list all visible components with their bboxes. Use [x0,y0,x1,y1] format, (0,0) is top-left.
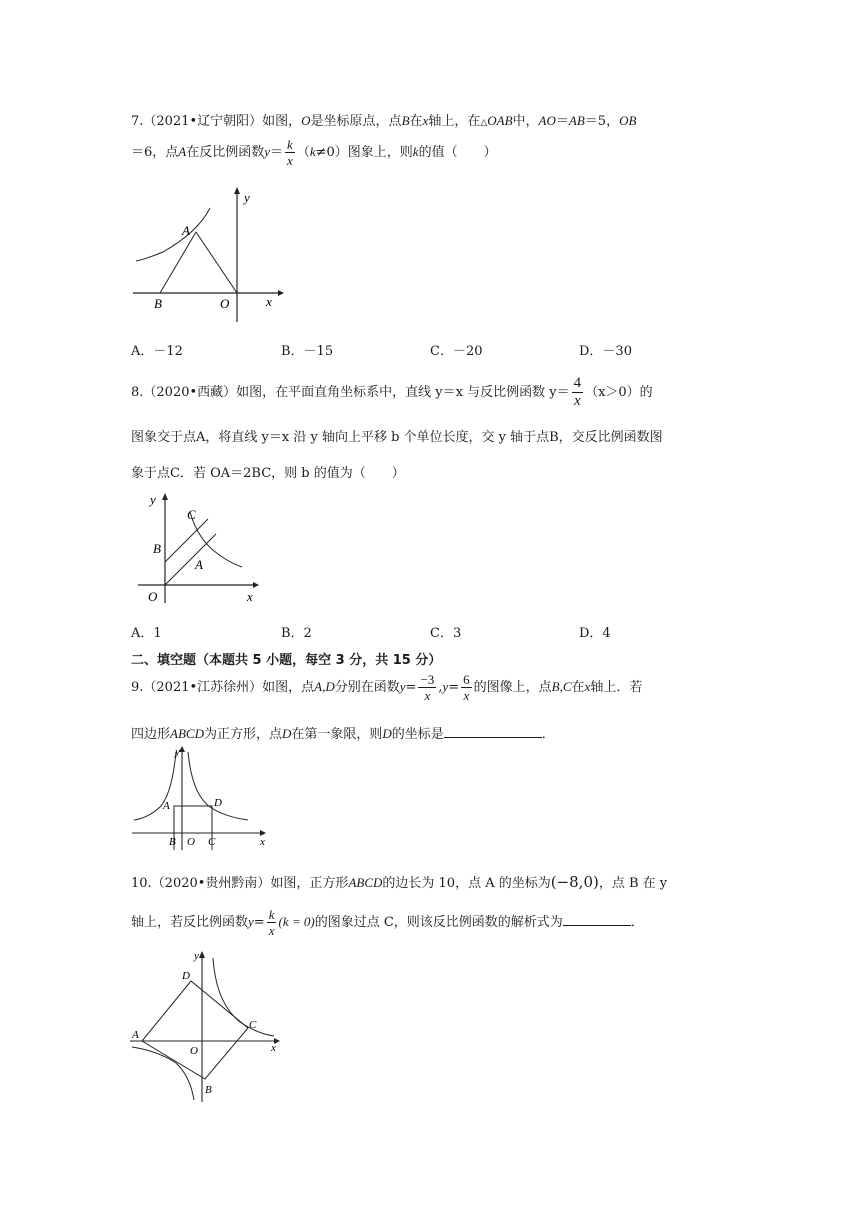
q7-option-d[interactable]: D．－30 [579,344,632,359]
q8-y-arrow [162,493,168,500]
q8-option-a[interactable]: A．1 [131,626,162,641]
q7-line1: 7.（2021•辽宁朝阳）如图，O是坐标原点，点B在x轴上，在△OAB中，AO＝AB＝5，OB [131,113,637,129]
q9-label-o: O [187,836,195,848]
q9-label-b: B [169,836,176,848]
q7-label-b: B [154,296,162,311]
q9-answer-blank[interactable] [444,725,542,738]
q7-x-arrow [278,290,284,296]
q8-figure [138,488,263,606]
q8-shifted-line [165,519,208,562]
q7-option-c[interactable]: C．－20 [430,344,483,359]
q10-label-x: x [271,1042,276,1054]
q10-hyperbola-left [132,1047,194,1100]
q9-square [174,806,212,833]
q7-option-a[interactable]: A．－12 [131,344,183,359]
q10-label-o: O [190,1045,198,1057]
q7-hyperbola [136,208,210,261]
section-heading: 二、填空题（本题共 5 小题，每空 3 分，共 15 分） [131,653,442,668]
q9-line1: 9.（2021•江苏徐州）如图，点A,D分别在函数y= $\frac{-3}{x}$ ,y= $\frac{6}{x}$ 的图像上，点B,C在x轴上．若 [131,672,643,703]
q9-label-y: y [175,746,180,758]
q8-label-o: O [148,589,158,604]
q10-label-y: y [194,950,199,962]
q8-line3: 象于点C．若 OA＝2BC，则 b 的值为（ ） [131,466,405,481]
q8-option-d[interactable]: D．4 [579,626,611,641]
q8-label-x: x [247,589,253,604]
q10-answer-blank[interactable] [563,913,631,926]
q7-option-b[interactable]: B．－15 [281,344,334,359]
q9-label-a: A [163,800,170,812]
q10-label-c: C [249,1019,257,1031]
q7-side-ab [160,232,196,293]
q9-line2: 四边形ABCD为正方形，点D在第一象限，则D的坐标是 ． [131,726,555,742]
q8-line1: 8.（2020•西藏）如图，在平面直角坐标系中，直线 y＝x 与反比例函数 y＝ $\frac{4}{x}$ （x＞0）的 [131,375,653,409]
q7-label-o: O [220,296,230,311]
q10-label-b: B [205,1084,212,1096]
q10-hyperbola-right [213,958,274,1036]
q7-line2: ＝6，点A在反比例函数y＝ $\frac{k}{x}$ （k≠0）图象上，则k的值（ ） [131,137,497,168]
q9-fraction-1: $\frac{-3}{x}$ [420,672,435,703]
q9-figure [130,744,270,852]
q9-label-d: D [214,797,222,809]
q8-label-y: y [150,492,156,507]
q7-y-arrow [234,187,240,194]
q10-line2: 轴上，若反比例函数y= $\frac{k}{x}$ (k = 0)的图象过点 C，则该反比例函数的解析式为 ． [131,907,644,938]
q7-fraction: $\frac{k}{x}$ [287,137,293,168]
q10-label-a: A [132,1029,139,1041]
q10-figure [128,948,288,1104]
q10-line1: 10.（2020•贵州黔南）如图，正方形ABCD的边长为 10，点 A 的坐标为(−8,0)，点 B 在 y [131,873,668,891]
q10-fraction: $\frac{k}{x}$ [268,907,275,938]
q8-label-a: A [195,557,203,572]
q9-hyperbola-right [188,752,248,820]
q7-label-y: y [244,190,250,205]
q8-label-c: C [187,507,196,522]
q7-label-a: A [182,223,190,238]
q10-y-arrow [199,951,205,958]
q7-figure [128,182,288,327]
q8-label-b: B [153,541,161,556]
q8-line-yx [165,534,216,585]
q9-y-arrow [179,746,185,752]
q9-label-c: C [208,836,216,848]
q9-label-x: x [260,836,265,848]
q7-label-x: x [266,294,272,309]
q8-fraction: $\frac{4}{x}$ [573,375,582,409]
q8-line2: 图象交于点A，将直线 y＝x 沿 y 轴向上平移 b 个单位长度，交 y 轴于点B，交反比例函数图 [131,430,663,445]
q10-square [142,981,248,1079]
q8-x-arrow [253,582,259,588]
q8-option-c[interactable]: C．3 [430,626,462,641]
q10-label-d: D [182,970,190,982]
q7-side-ao [196,232,237,293]
q9-fraction-2: $\frac{6}{x}$ [463,672,470,703]
q8-option-b[interactable]: B．2 [281,626,312,641]
